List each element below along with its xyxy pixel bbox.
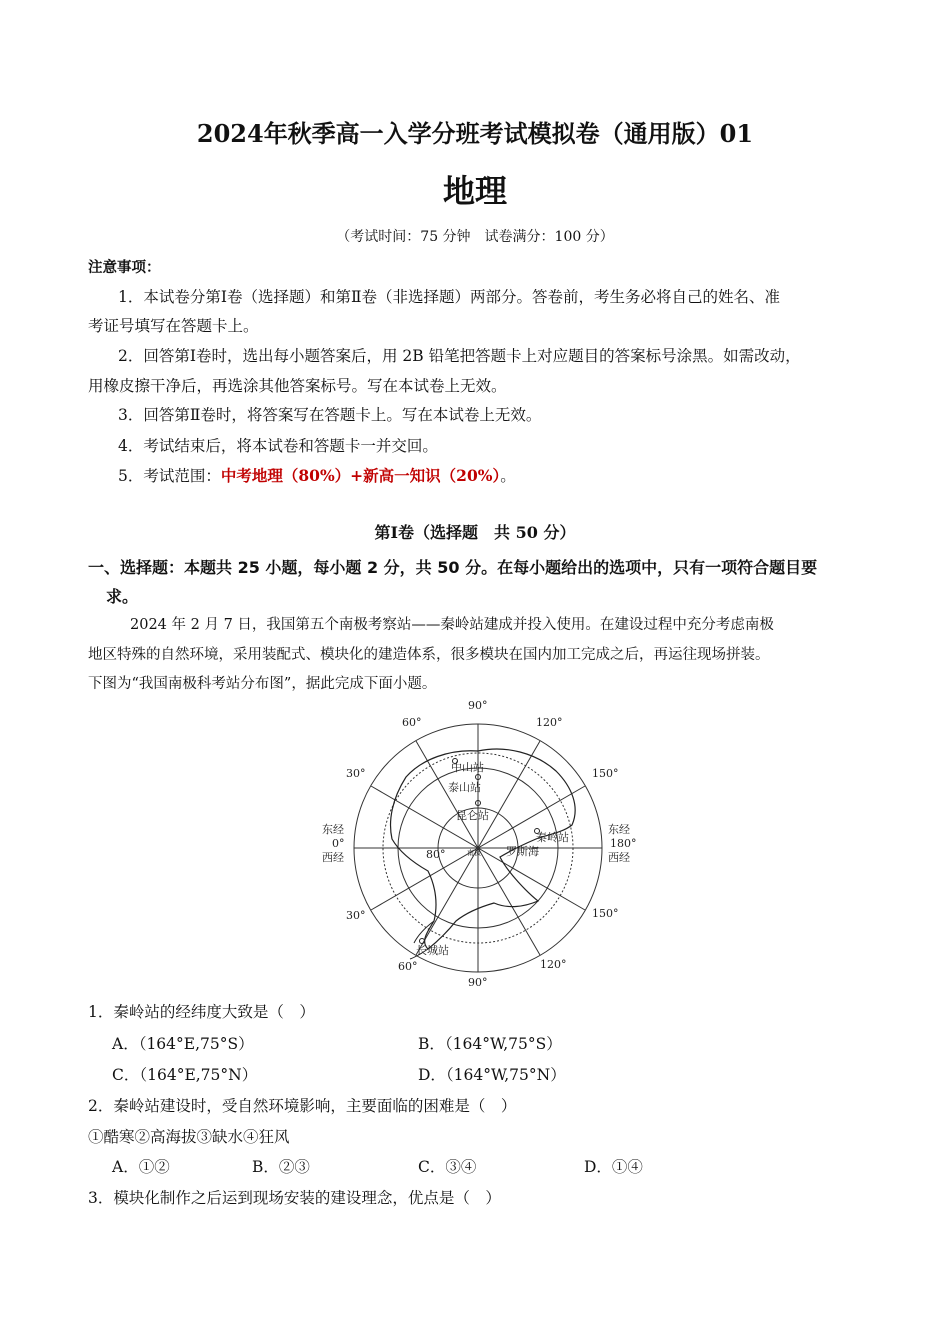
- label-right-180: 180°: [610, 837, 637, 850]
- q1-option-a[interactable]: A．（164°E,75°S）: [112, 1035, 254, 1053]
- station-greatwall: 长城站: [416, 944, 449, 957]
- label-150-upper: 150°: [592, 767, 619, 780]
- section-instruction-line2: 求。: [106, 587, 139, 606]
- label-lat-80: 80°: [426, 848, 446, 861]
- notes-heading: 注意事项：: [88, 260, 161, 276]
- label-right-west: 西经: [608, 851, 630, 864]
- note-2-line1: 2．回答第Ⅰ卷时，选出每小题答案后，用 2B 铅笔把答题卡上对应题目的答案标号涂黑。如需改动，: [118, 347, 801, 365]
- label-left-zero: 0°: [332, 837, 345, 850]
- q2-stem: 2．秦岭站建设时，受自然环境影响，主要面临的困难是（ ）: [88, 1097, 517, 1115]
- note-5-prefix: 5．考试范围：: [118, 467, 221, 485]
- station-kunlun: 昆仑站: [456, 809, 489, 822]
- label-90-top: 90°: [468, 699, 488, 712]
- label-60-top: 60°: [402, 716, 422, 729]
- note-5-suffix: 。: [500, 467, 516, 485]
- label-left-east: 东经: [322, 823, 344, 836]
- passage-line2: 地区特殊的自然环境，采用装配式、模块化的建造体系，很多模块在国内加工完成之后，再运往现场拼装。: [88, 647, 770, 663]
- section-title: 第Ⅰ卷（选择题 共 50 分）: [374, 523, 576, 542]
- label-south-pole: 南极: [467, 849, 481, 857]
- note-5: [118, 466, 516, 486]
- label-right-east: 东经: [608, 823, 630, 836]
- q2-option-d[interactable]: D．①④: [584, 1158, 643, 1176]
- station-qinling: 秦岭站: [536, 831, 569, 844]
- label-150-lower: 150°: [592, 907, 619, 920]
- antarctica-coastline: [391, 749, 576, 949]
- subject-title: 地理: [442, 172, 507, 210]
- q2-option-a[interactable]: A．①②: [112, 1158, 170, 1176]
- label-30-lower: 30°: [346, 909, 366, 922]
- note-2-line2: 用橡皮擦干净后，再选涂其他答案标号。写在本试卷上无效。: [88, 377, 507, 395]
- q1-stem: 1．秦岭站的经纬度大致是（ ）: [88, 1003, 315, 1021]
- label-120-top: 120°: [536, 716, 563, 729]
- label-60-bottom: 60°: [398, 960, 418, 973]
- exam-info: （考试时间：75 分钟 试卷满分：100 分）: [336, 229, 614, 245]
- note-1-line2: 考证号填写在答题卡上。: [88, 317, 259, 335]
- q3-stem: 3．模块化制作之后运到现场安装的建设理念，优点是（ ）: [88, 1189, 501, 1207]
- note-3: 3．回答第Ⅱ卷时，将答案写在答题卡上。写在本试卷上无效。: [118, 406, 542, 424]
- passage-line3: 下图为“我国南极科考站分布图”，据此完成下面小题。: [88, 676, 437, 692]
- q2-sub: ①酷寒②高海拔③缺水④狂风: [88, 1128, 290, 1146]
- q1-option-c[interactable]: C．（164°E,75°N）: [112, 1066, 258, 1084]
- q1-option-d[interactable]: D．（164°W,75°N）: [418, 1066, 566, 1084]
- note-4: 4．考试结束后，将本试卷和答题卡一并交回。: [118, 437, 438, 455]
- label-90-bottom: 90°: [468, 976, 488, 989]
- station-zhongshan: 中山站: [451, 761, 484, 774]
- passage-line1: 2024 年 2 月 7 日，我国第五个南极考察站——秦岭站建成并投入使用。在建设过程中充分考虑南极: [130, 617, 774, 633]
- ross-sea-label: 罗斯海: [506, 845, 539, 858]
- q1-option-b[interactable]: B．（164°W,75°S）: [418, 1035, 562, 1053]
- exam-title: 2024年秋季高一入学分班考试模拟卷（通用版）01: [196, 119, 754, 148]
- q2-option-c[interactable]: C．③④: [418, 1158, 477, 1176]
- exam-scope: 中考地理（80%）+新高一知识（20%）: [220, 466, 501, 485]
- label-30-upper: 30°: [346, 767, 366, 780]
- label-120-bottom: 120°: [540, 958, 567, 971]
- label-left-west: 西经: [322, 851, 344, 864]
- q2-option-b[interactable]: B．②③: [252, 1158, 310, 1176]
- note-1-line1: 1．本试卷分第Ⅰ卷（选择题）和第Ⅱ卷（非选择题）两部分。答卷前，考生务必将自己的姓名、准: [118, 288, 781, 306]
- station-taishan: 泰山站: [448, 781, 481, 794]
- antarctic-station-map: [310, 695, 640, 990]
- section-instruction-line1: 一、选择题：本题共 25 小题，每小题 2 分，共 50 分。在每小题给出的选项中，只有一项符合题目要: [88, 558, 818, 577]
